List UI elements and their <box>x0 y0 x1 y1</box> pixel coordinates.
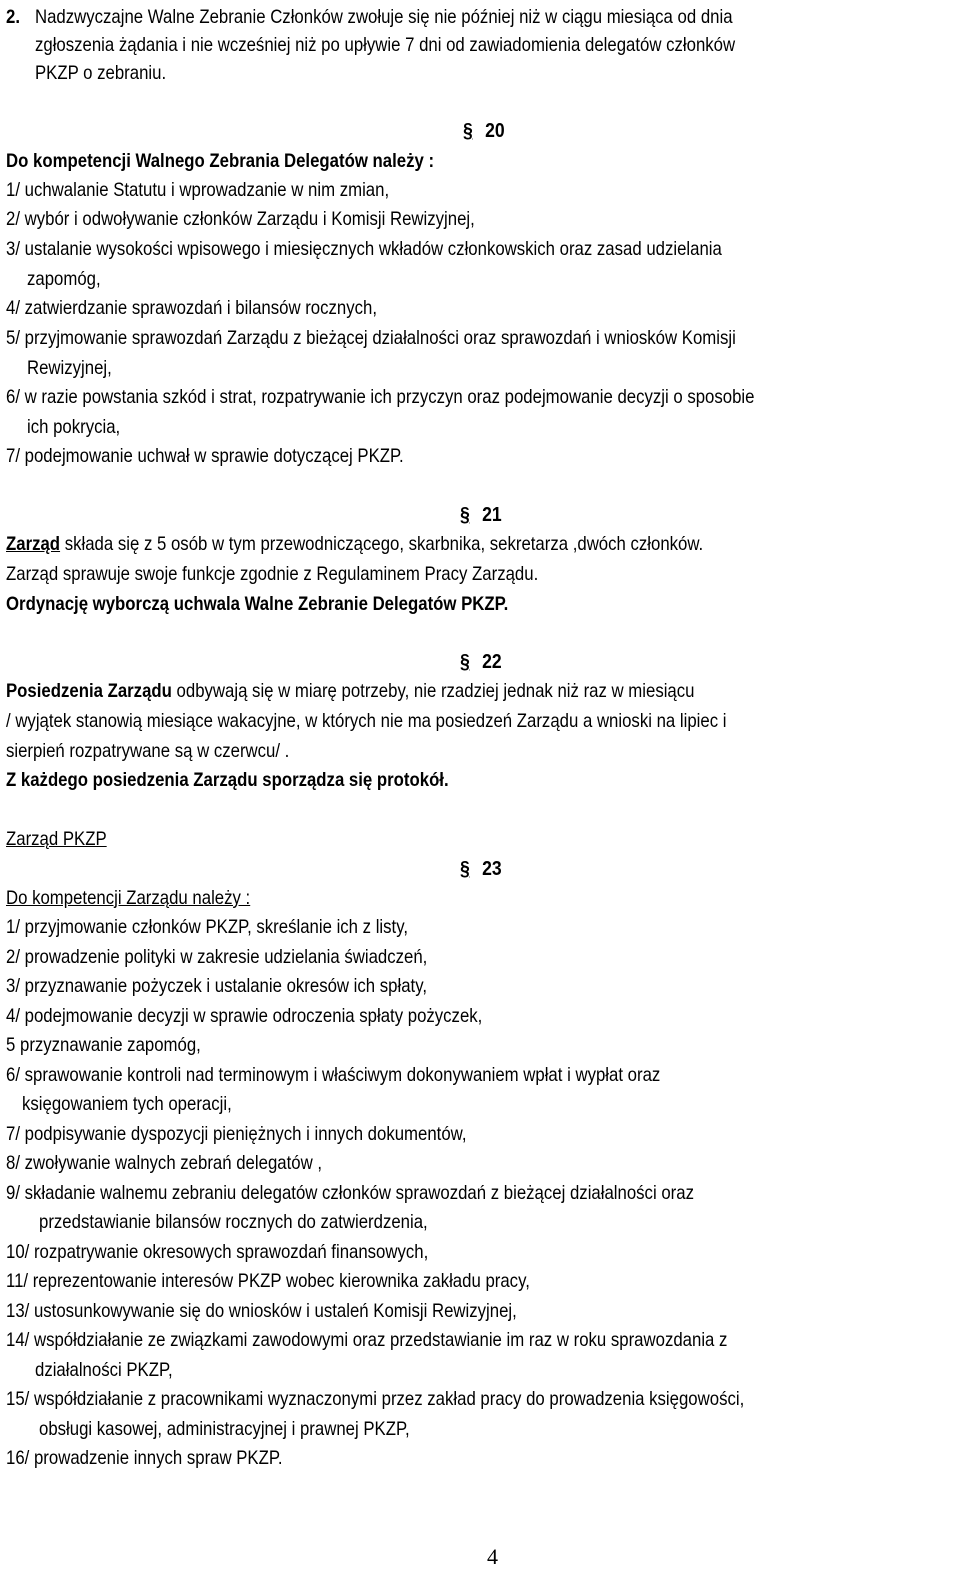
list-item: 15/ współdziałanie z pracownikami wyznaczonymi przez zakład pracy do prowadzenia księgowości, <box>6 1388 745 1410</box>
section-symbol: § <box>460 651 470 673</box>
section-23-heading: Do kompetencji Zarządu należy : <box>6 887 251 909</box>
list-item-continuation: działalności PKZP, <box>35 1359 173 1381</box>
section-22-header <box>460 649 502 675</box>
section-21-line <box>6 531 703 557</box>
section-number: 21 <box>482 504 502 526</box>
section-22-line <box>6 678 694 704</box>
board-title: Zarząd PKZP <box>6 828 107 850</box>
section-number: 23 <box>482 858 502 880</box>
list-item: 6/ w razie powstania szkód i strat, rozpatrywanie ich przyczyn oraz podejmowanie decyzji o sposobie <box>6 386 755 408</box>
section-symbol: § <box>463 120 473 142</box>
list-item: 3/ przyznawanie pożyczek i ustalanie okresów ich spłaty, <box>6 975 428 997</box>
section-number: 20 <box>485 120 505 142</box>
intro-marker: 2. <box>6 6 20 28</box>
list-item-continuation: obsługi kasowej, administracyjnej i prawnej PKZP, <box>39 1418 410 1440</box>
section-symbol: § <box>460 858 470 880</box>
list-item-continuation: przedstawianie bilansów rocznych do zatwierdzenia, <box>39 1211 428 1233</box>
list-item-continuation: Rewizyjnej, <box>27 357 112 379</box>
section-23-header <box>460 856 502 882</box>
list-item: 16/ prowadzenie innych spraw PKZP. <box>6 1447 283 1469</box>
board-term: Zarząd <box>6 533 61 555</box>
list-item: 4/ podejmowanie decyzji w sprawie odroczenia spłaty pożyczek, <box>6 1005 483 1027</box>
section-number: 22 <box>482 651 502 673</box>
section-20-heading: Do kompetencji Walnego Zebrania Delegatów należy : <box>6 150 435 172</box>
section-22-line: Z każdego posiedzenia Zarządu sporządza się protokół. <box>6 769 449 791</box>
list-item: 5 przyznawanie zapomóg, <box>6 1034 201 1056</box>
list-item: 9/ składanie walnemu zebraniu delegatów członków sprawozdań z bieżącej działalności oraz <box>6 1182 694 1204</box>
section-22-line: sierpień rozpatrywane są w czerwcu/ . <box>6 740 290 762</box>
list-item: 11/ reprezentowanie interesów PKZP wobec kierownika zakładu pracy, <box>6 1270 530 1292</box>
list-item: 7/ podejmowanie uchwał w sprawie dotyczącej PKZP. <box>6 445 404 467</box>
list-item-continuation: księgowaniem tych operacji, <box>22 1093 232 1115</box>
list-item: 2/ wybór i odwoływanie członków Zarządu i Komisji Rewizyjnej, <box>6 208 475 230</box>
section-21-line: Ordynację wyborczą uchwala Walne Zebranie Delegatów PKZP. <box>6 593 509 615</box>
section-21-header <box>460 502 502 528</box>
list-item: 6/ sprawowanie kontroli nad terminowym i właściwym dokonywaniem wpłat i wypłat oraz <box>6 1064 661 1086</box>
list-item-continuation: ich pokrycia, <box>27 416 121 438</box>
list-item: 8/ zwoływanie walnych zebrań delegatów , <box>6 1152 323 1174</box>
section-20-header <box>463 118 505 144</box>
list-item: 2/ prowadzenie polityki w zakresie udzielania świadczeń, <box>6 946 428 968</box>
section-21-text: składa się z 5 osób w tym przewodniczącego, skarbnika, sekretarza ,dwóch członków. <box>60 533 704 555</box>
page-number: 4 <box>487 1544 498 1569</box>
list-item: 1/ uchwalanie Statutu i wprowadzanie w nim zmian, <box>6 179 390 201</box>
list-item: 10/ rozpatrywanie okresowych sprawozdań finansowych, <box>6 1241 429 1263</box>
section-symbol: § <box>460 504 470 526</box>
intro-line: zgłoszenia żądania i nie wcześniej niż po upływie 7 dni od zawiadomienia delegatów członków <box>35 34 736 56</box>
intro-line: Nadzwyczajne Walne Zebranie Członków zwołuje się nie później niż w ciągu miesiąca od dnia <box>35 6 733 28</box>
section-22-line: / wyjątek stanowią miesiące wakacyjne, w których nie ma posiedzeń Zarządu a wnioski na lipiec i <box>6 710 727 732</box>
list-item: 7/ podpisywanie dyspozycji pieniężnych i innych dokumentów, <box>6 1123 467 1145</box>
intro-line: PKZP o zebraniu. <box>35 62 167 84</box>
meetings-term: Posiedzenia Zarządu <box>6 680 172 702</box>
list-item: 14/ współdziałanie ze związkami zawodowymi oraz przedstawianie im raz w roku sprawozdania z <box>6 1329 728 1351</box>
list-item-continuation: zapomóg, <box>27 268 101 290</box>
section-21-line: Zarząd sprawuje swoje funkcje zgodnie z Regulaminem Pracy Zarządu. <box>6 563 539 585</box>
section-22-text: odbywają się w miarę potrzeby, nie rzadziej jednak niż raz w miesiącu <box>171 680 695 702</box>
list-item: 13/ ustosunkowywanie się do wniosków i ustaleń Komisji Rewizyjnej, <box>6 1300 517 1322</box>
list-item: 4/ zatwierdzanie sprawozdań i bilansów rocznych, <box>6 297 377 319</box>
list-item: 5/ przyjmowanie sprawozdań Zarządu z bieżącej działalności oraz sprawozdań i wniosków Komisji <box>6 327 736 349</box>
list-item: 1/ przyjmowanie członków PKZP, skreślanie ich z listy, <box>6 916 409 938</box>
list-item: 3/ ustalanie wysokości wpisowego i miesięcznych wkładów członkowskich oraz zasad udzielania <box>6 238 722 260</box>
